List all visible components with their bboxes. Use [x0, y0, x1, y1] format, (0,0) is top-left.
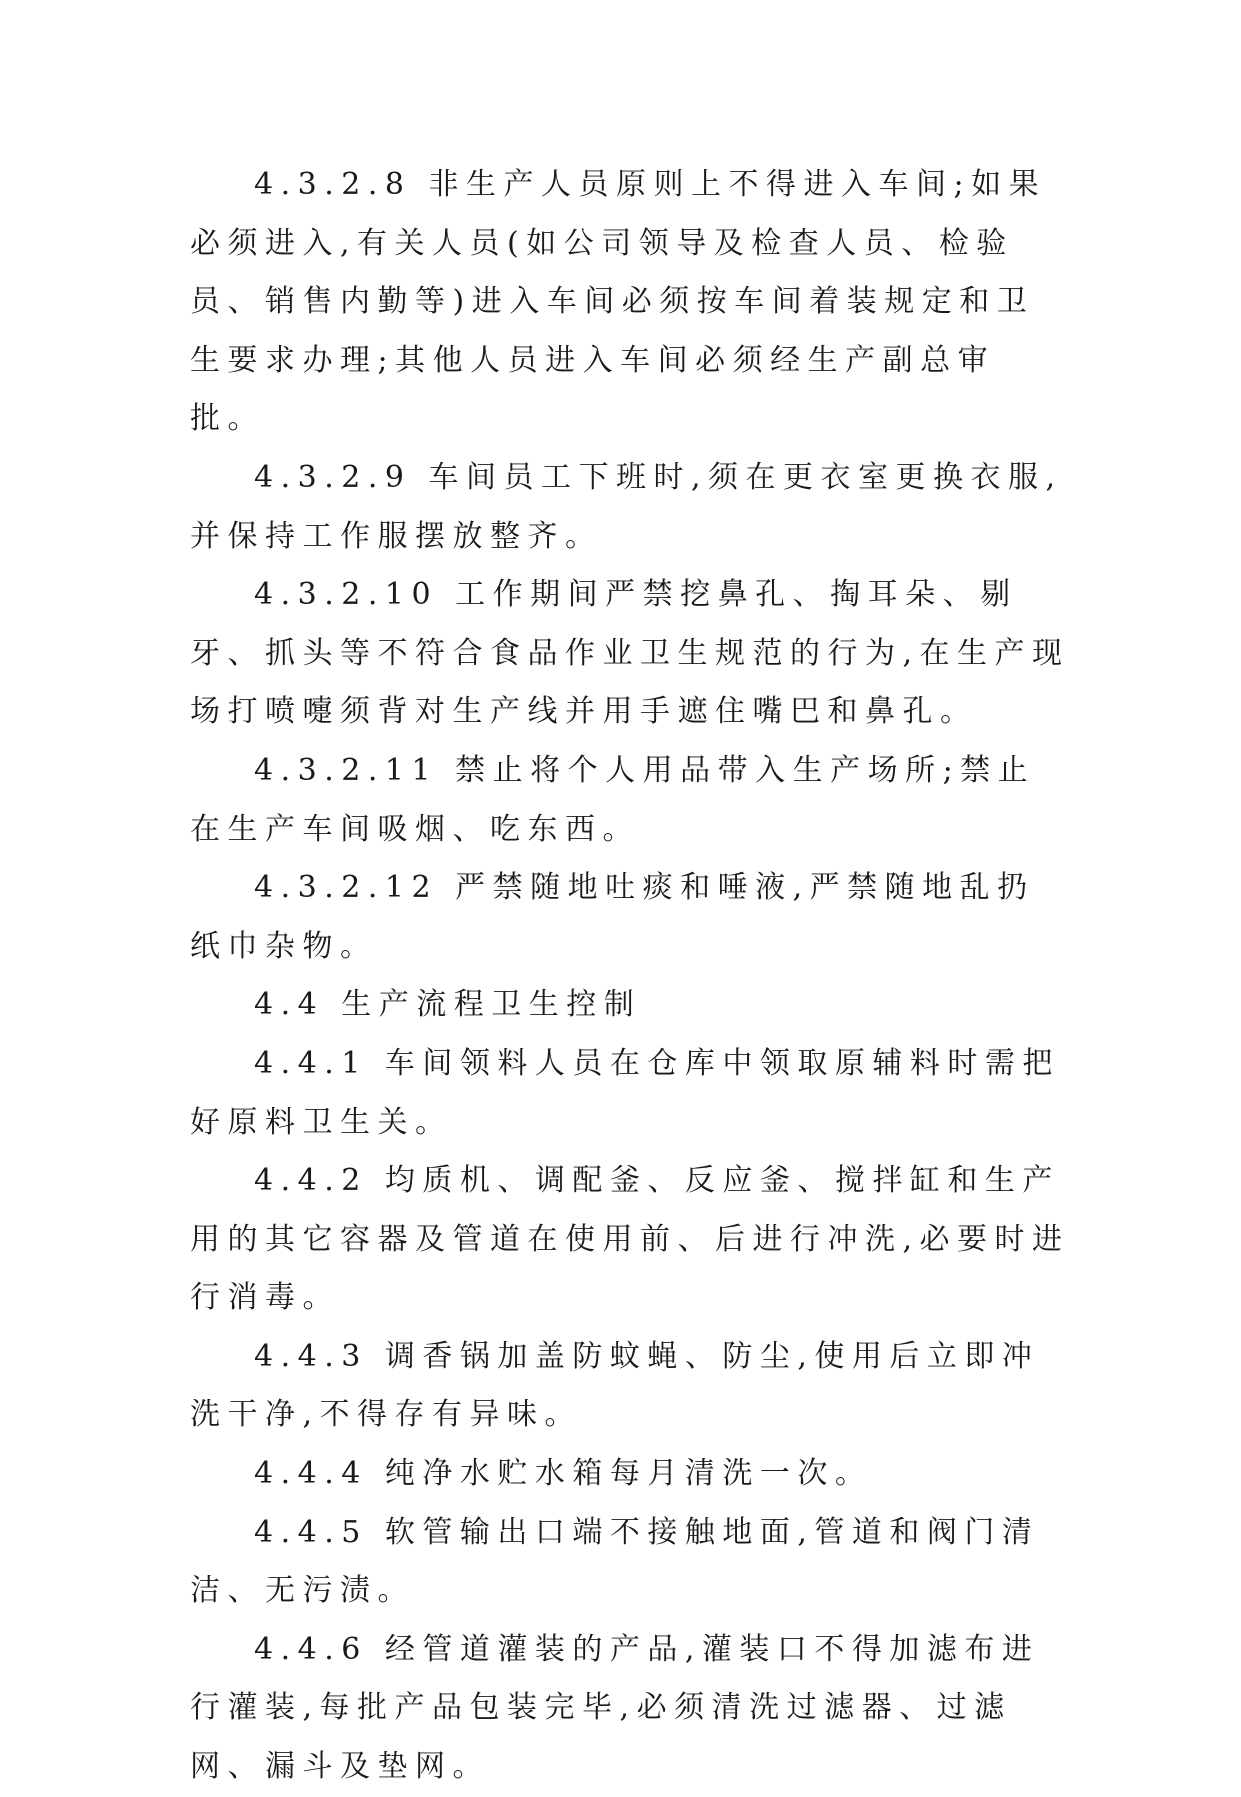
paragraph-4-4-1: 4.4.1 车间领料人员在仓库中领取原辅料时需把好原料卫生关。 — [190, 1045, 1060, 1140]
paragraph-4-3-2-10: 4.3.2.10 工作期间严禁挖鼻孔、掏耳朵、剔牙、抓头等不符合食品作业卫生规范的行为,在生产现场打喷嚏须背对生产线并用手遮住嘴巴和鼻孔。 — [190, 577, 1070, 730]
paragraph-4-4-6: 4.4.6 经管道灌装的产品,灌装口不得加滤布进行灌装,每批产品包装完毕,必须清洗过滤器、过滤网、漏斗及垫网。 — [190, 1631, 1040, 1785]
paragraph-4-3-2-11: 4.3.2.11 禁止将个人用品带入生产场所;禁止在生产车间吸烟、吃东西。 — [190, 752, 1036, 847]
paragraph-4-4-4: 4.4.4 纯净水贮水箱每月清洗一次。 — [254, 1456, 873, 1492]
paragraph-4-4-2: 4.4.2 均质机、调配釜、反应釜、搅拌缸和生产用的其它容器及管道在使用前、后进行冲洗,必要时进行消毒。 — [190, 1163, 1070, 1316]
paragraph-4-4-5: 4.4.5 软管输出口端不接触地面,管道和阀门清洁、无污渍。 — [190, 1514, 1040, 1609]
paragraph-4-4-3: 4.4.3 调香锅加盖防蚊蝇、防尘,使用后立即冲洗干净,不得存有异味。 — [190, 1338, 1040, 1433]
paragraph-4-3-2-12: 4.3.2.12 严禁随地吐痰和唾液,严禁随地乱扔纸巾杂物。 — [190, 870, 1035, 964]
paragraph-4-3-2-8: 4.3.2.8 非生产人员原则上不得进入车间;如果必须进入,有关人员(如公司领导及检查人员、检验员、销售内勤等)进入车间必须按车间着装规定和卫生要求办理;其他人员进入车间必须经生产副总审批。 — [190, 167, 1047, 437]
document-page — [190, 156, 1070, 1797]
section-heading-4-4: 4.4 生产流程卫生控制 — [254, 987, 642, 1023]
paragraph-4-3-2-9: 4.3.2.9 车间员工下班时,须在更衣室更换衣服,并保持工作服摆放整齐。 — [190, 459, 1063, 554]
